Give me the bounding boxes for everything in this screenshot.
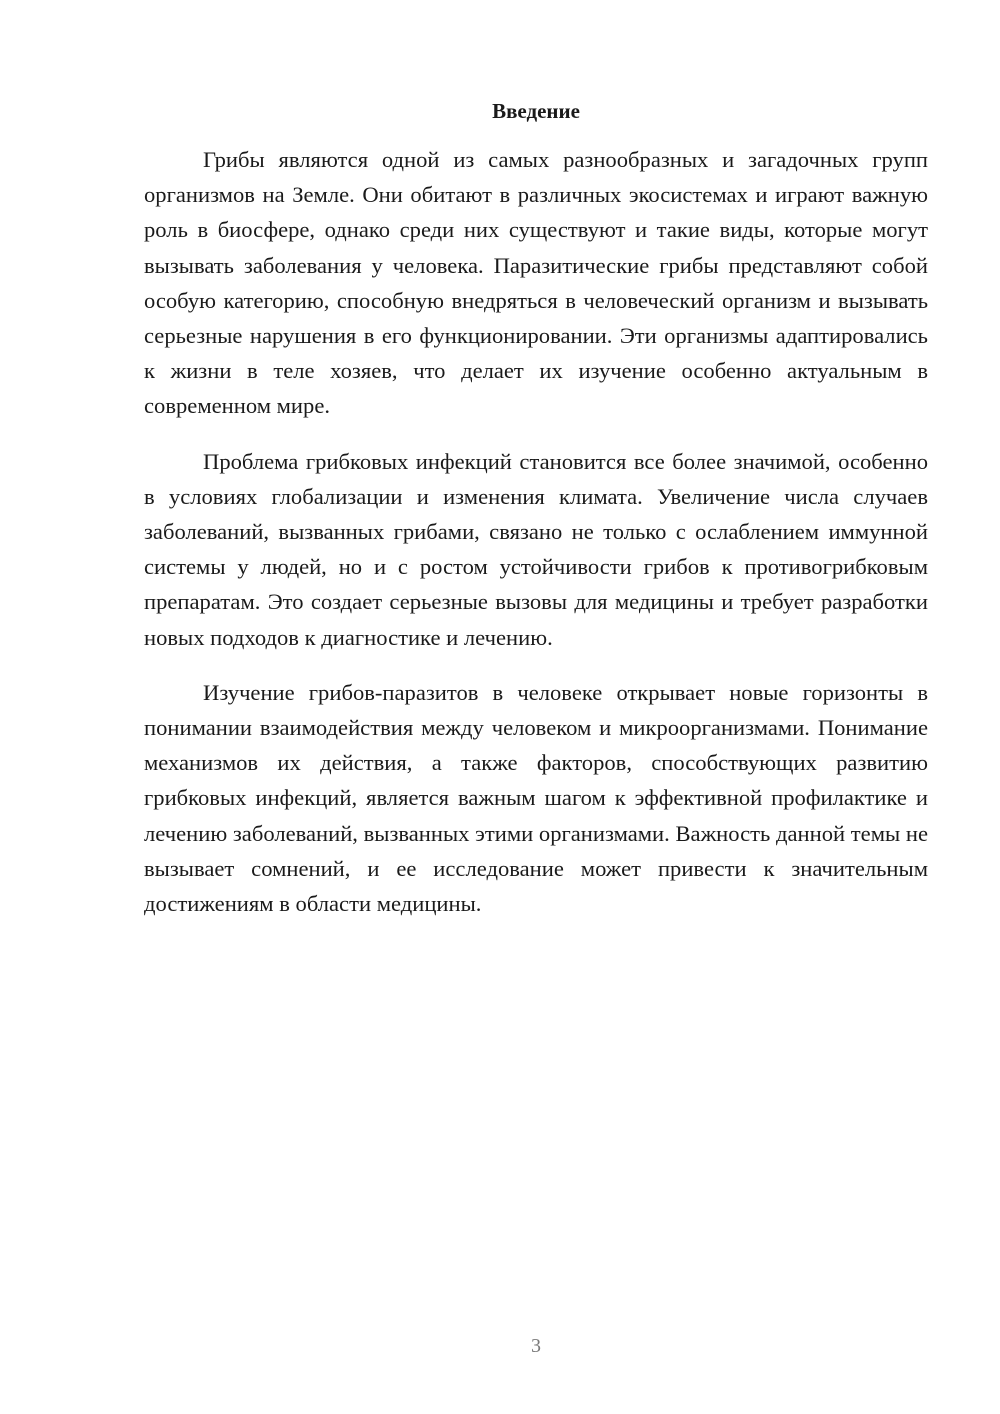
paragraph-1: Грибы являются одной из самых разнообразных и загадочных групп организмов на Земле. Они обитают в различных экосистемах и играют важную роль в биосфере, однако среди них существуют и такие виды, которые могут вызывать заболевания у человека. Паразитические грибы представляют собой особую категорию, способную внедряться в человеческий организм и вызывать серьезные нарушения в его функционировании. Эти организмы адаптировались к жизни в теле хозяев, что делает их изучение особенно актуальным в современном мире. xyxy=(144,147,928,419)
section-title: Введение xyxy=(492,99,580,123)
paragraph-3: Изучение грибов-паразитов в человеке открывает новые горизонты в понимании взаимодействия между человеком и микроорганизмами. Понимание механизмов их действия, а также факторов, способствующих развитию грибковых инфекций, является важным шагом к эффективной профилактике и лечению заболеваний, вызванных этими организмами. Важность данной темы не вызывает сомнений, и ее исследование может привести к значительным достижениям в области медицины. xyxy=(144,679,928,917)
page-number: 3 xyxy=(531,1335,541,1357)
body-text xyxy=(144,142,928,941)
paragraph-2: Проблема грибковых инфекций становится все более значимой, особенно в условиях глобализации и изменения климата. Увеличение числа случаев заболеваний, вызванных грибами, связано не только с ослаблением иммунной системы у людей, но и с ростом устойчивости грибов к противогрибковым препаратам. Это создает серьезные вызовы для медицины и требует разработки новых подходов к диагностике и лечению. xyxy=(144,448,928,650)
